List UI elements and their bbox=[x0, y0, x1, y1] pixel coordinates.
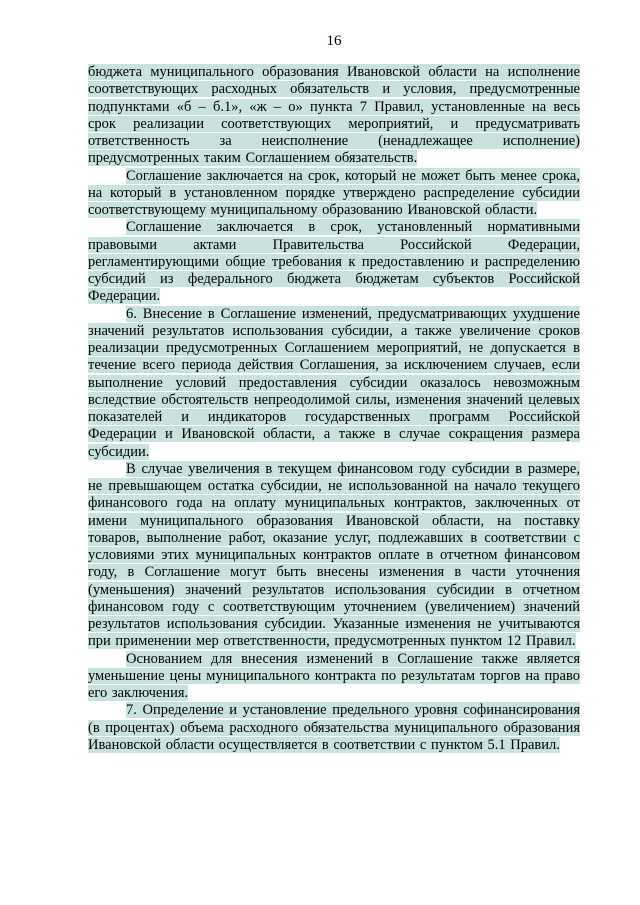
page-number: 16 bbox=[326, 33, 342, 49]
paragraph-text: Соглашение заключается в срок, установленный нормативными правовыми актами Правительства Российской Федерации, регламентирующими общие требования к предоставлению и распределению субсидий из федерального бюджета бюджетам субъектов Российской Федерации. bbox=[88, 219, 580, 305]
paragraph bbox=[88, 651, 580, 703]
paragraph bbox=[88, 306, 580, 461]
paragraph-text: бюджета муниципального образования Ивановской области на исполнение соответствующих расходных обязательств и условия, предусмотренные подпунктами «б – б.1», «ж – о» пункта 7 Правил, установленные на весь срок реализации соответствующих мероприятий, и предусматривать ответственность за неисполнение (ненадлежащее исполнение) предусмотренных таким Соглашением обязательств. bbox=[88, 64, 580, 167]
paragraph bbox=[88, 219, 580, 305]
paragraph-text: 6. Внесение в Соглашение изменений, предусматривающих ухудшение значений результатов использования субсидии, а также увеличение сроков реализации предусмотренных Соглашением мероприятий, не допускается в течение всего периода действия Соглашения, за исключением случаев, если выполнение условий предоставления субсидии оказалось невозможным вследствие обстоятельств непреодолимой силы, изменения значений целевых показателей и индикаторов государственных программ Российской Федерации и Ивановской области, а также в случае сокращения размера субсидии. bbox=[88, 305, 580, 460]
paragraph bbox=[88, 461, 580, 651]
document-body bbox=[88, 64, 580, 754]
paragraph bbox=[88, 702, 580, 754]
paragraph-text: В случае увеличения в текущем финансовом году субсидии в размере, не превышающем остатка субсидии, не использованной на начало текущего финансового года на оплату муниципальных контрактов, заключенных от имени муниципального образования Ивановской области, на поставку товаров, выполнение работ, оказание услуг, подлежавших в соответствии с условиями этих муниципальных контрактов оплате в отчетном финансовом году, в Соглашение могут быть внесены изменения в части уточнения (уменьшения) значений результатов использования субсидии в отчетном финансовом году с соответствующим уточнением (увеличением) значений результатов использования субсидии. Указанные изменения не учитываются при применении мер ответственности, предусмотренных пунктом 12 Правил. bbox=[88, 460, 580, 650]
paragraph-text: Соглашение заключается на срок, который не может быть менее срока, на который в установленном порядке утверждено распределение субсидии соответствующему муниципальному образованию Ивановской области. bbox=[88, 167, 580, 218]
paragraph bbox=[88, 168, 580, 220]
paragraph bbox=[88, 64, 580, 168]
paragraph-text: Основанием для внесения изменений в Соглашение также является уменьшение цены муниципального контракта по результатам торгов на право его заключения. bbox=[88, 650, 580, 701]
paragraph-text: 7. Определение и установление предельного уровня софинансирования (в процентах) объема расходного обязательства муниципального образования Ивановской области осуществляется в соответствии с пунктом 5.1 Правил. bbox=[88, 702, 580, 753]
